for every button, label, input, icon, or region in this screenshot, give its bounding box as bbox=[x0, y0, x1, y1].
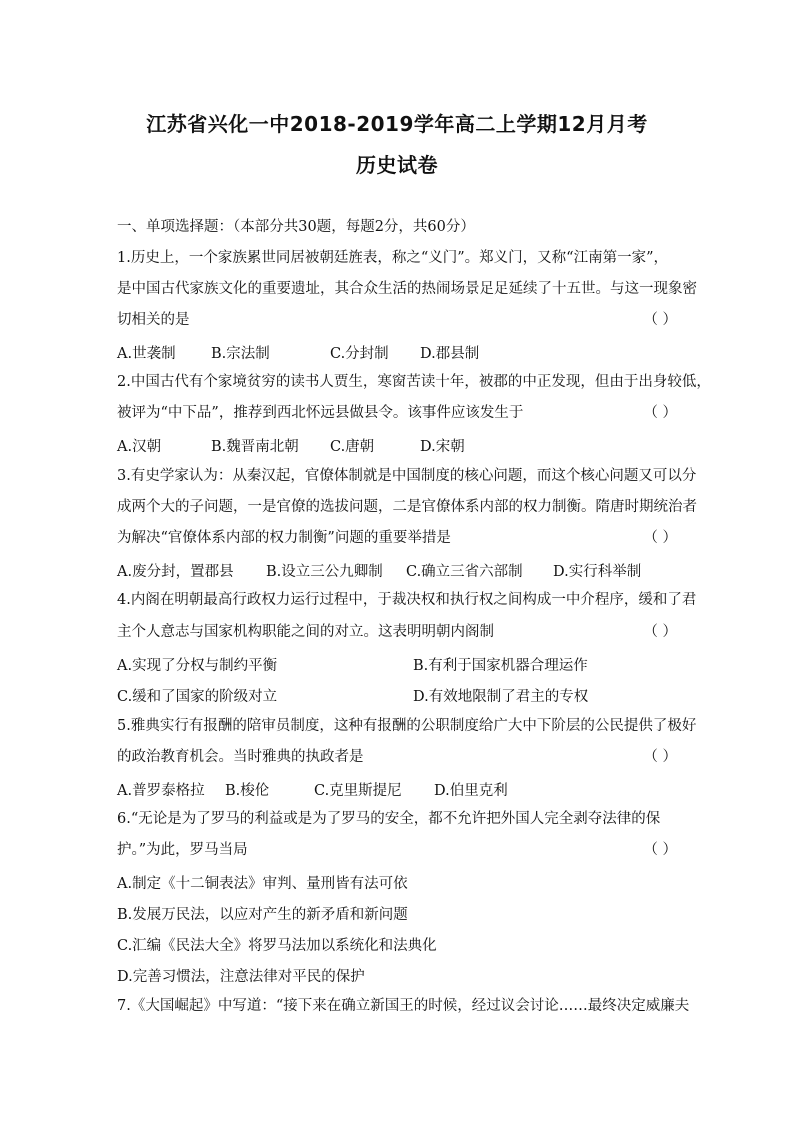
question-4-line-2 bbox=[117, 622, 677, 642]
q2-option-c[interactable]: C.唐朝 bbox=[330, 439, 375, 455]
question-3-line-1: 3.有史学家认为：从秦汉起，官僚体制就是中国制度的核心问题，而这个核心问题又可以分 bbox=[117, 468, 697, 484]
question-2-line-2 bbox=[117, 403, 677, 423]
q5-option-d[interactable]: D.伯里克利 bbox=[434, 783, 508, 799]
q5-option-a[interactable]: A.普罗泰格拉 bbox=[117, 783, 205, 799]
question-5-line-2 bbox=[117, 747, 677, 767]
question-1-line-3-text: 切相关的是 bbox=[117, 312, 190, 328]
answer-blank-1[interactable]: （ ） bbox=[643, 312, 677, 328]
question-6-line-2 bbox=[117, 840, 677, 860]
question-3-line-3 bbox=[117, 528, 677, 548]
question-2-line-2-text: 被评为“中下品”，推荐到西北怀远县做县令。该事件应该发生于 bbox=[117, 405, 524, 421]
q3-option-b[interactable]: B.设立三公九卿制 bbox=[266, 564, 383, 580]
q4-option-a[interactable]: A.实现了分权与制约平衡 bbox=[117, 658, 278, 674]
q4-option-c[interactable]: C.缓和了国家的阶级对立 bbox=[117, 689, 278, 705]
question-4-line-2-text: 主个人意志与国家机构职能之间的对立。这表明明朝内阁制 bbox=[117, 624, 494, 640]
question-5-line-1: 5.雅典实行有报酬的陪审员制度，这种有报酬的公职制度给广大中下阶层的公民提供了极好 bbox=[117, 718, 697, 734]
q6-option-b[interactable]: B.发展万民法，以应对产生的新矛盾和新问题 bbox=[117, 907, 408, 923]
q3-option-a[interactable]: A.废分封，置郡县 bbox=[117, 564, 234, 580]
answer-blank-2[interactable]: （ ） bbox=[643, 405, 677, 421]
q4-option-b[interactable]: B.有利于国家机器合理运作 bbox=[413, 658, 588, 674]
q4-option-d[interactable]: D.有效地限制了君主的专权 bbox=[413, 689, 589, 705]
question-5-line-2-text: 的政治教育机会。当时雅典的执政者是 bbox=[117, 749, 364, 765]
answer-blank-3[interactable]: （ ） bbox=[643, 530, 677, 546]
exam-title: 江苏省兴化一中2018-2019学年高二上学期12月月考 bbox=[146, 112, 648, 136]
q3-option-c[interactable]: C.确立三省六部制 bbox=[406, 564, 523, 580]
q6-option-a[interactable]: A.制定《十二铜表法》审判、量刑皆有法可依 bbox=[117, 876, 408, 892]
question-6-line-1: 6.“无论是为了罗马的利益或是为了罗马的安全，都不允许把外国人完全剥夺法律的保 bbox=[117, 811, 661, 827]
q2-option-a[interactable]: A.汉朝 bbox=[117, 439, 162, 455]
answer-blank-6[interactable]: （ ） bbox=[643, 842, 677, 858]
q1-option-d[interactable]: D.郡县制 bbox=[420, 346, 480, 362]
q3-option-d[interactable]: D.实行科举制 bbox=[553, 564, 642, 580]
q1-option-b[interactable]: B.宗法制 bbox=[211, 346, 270, 362]
answer-blank-5[interactable]: （ ） bbox=[643, 749, 677, 765]
q6-option-d[interactable]: D.完善习惯法，注意法律对平民的保护 bbox=[117, 969, 365, 985]
section-header: 一、单项选择题：（本部分共30题，每题2分，共60分） bbox=[117, 219, 475, 235]
q6-option-c[interactable]: C.汇编《民法大全》将罗马法加以系统化和法典化 bbox=[117, 938, 437, 954]
question-4-line-1: 4.内阁在明朝最高行政权力运行过程中，于裁决权和执行权之间构成一中介程序，缓和了君 bbox=[117, 592, 697, 608]
question-6-line-2-text: 护。”为此，罗马当局 bbox=[117, 842, 248, 858]
q2-option-d[interactable]: D.宋朝 bbox=[420, 439, 465, 455]
question-3-line-3-text: 为解决“官僚体系内部的权力制衡”问题的重要举措是 bbox=[117, 530, 451, 546]
q1-option-a[interactable]: A.世袭制 bbox=[117, 346, 176, 362]
exam-subtitle: 历史试卷 bbox=[356, 153, 438, 177]
question-3-line-2: 成两个大的子问题，一是官僚的选拔问题，二是官僚体系内部的权力制衡。隋唐时期统治者 bbox=[117, 499, 697, 515]
question-7-line-1: 7.《大国崛起》中写道：“接下来在确立新国王的时候，经过议会讨论……最终决定威廉夫 bbox=[117, 998, 690, 1014]
q5-option-c[interactable]: C.克里斯提尼 bbox=[314, 783, 402, 799]
question-2-line-1: 2.中国古代有个家境贫穷的读书人贾生，寒窗苦读十年，被郡的中正发现，但由于出身较低， bbox=[117, 374, 711, 390]
q5-option-b[interactable]: B.梭伦 bbox=[225, 783, 270, 799]
question-1-line-2: 是中国古代家族文化的重要遗址，其合众生活的热闹场景足足延续了十五世。与这一现象密 bbox=[117, 281, 697, 297]
answer-blank-4[interactable]: （ ） bbox=[643, 624, 677, 640]
q1-option-c[interactable]: C.分封制 bbox=[330, 346, 389, 362]
question-1-line-1: 1.历史上，一个家族累世同居被朝廷旌表，称之“义门”。郑义门，又称“江南第一家”， bbox=[117, 250, 668, 266]
q2-option-b[interactable]: B.魏晋南北朝 bbox=[211, 439, 299, 455]
question-1-line-3 bbox=[117, 310, 677, 330]
